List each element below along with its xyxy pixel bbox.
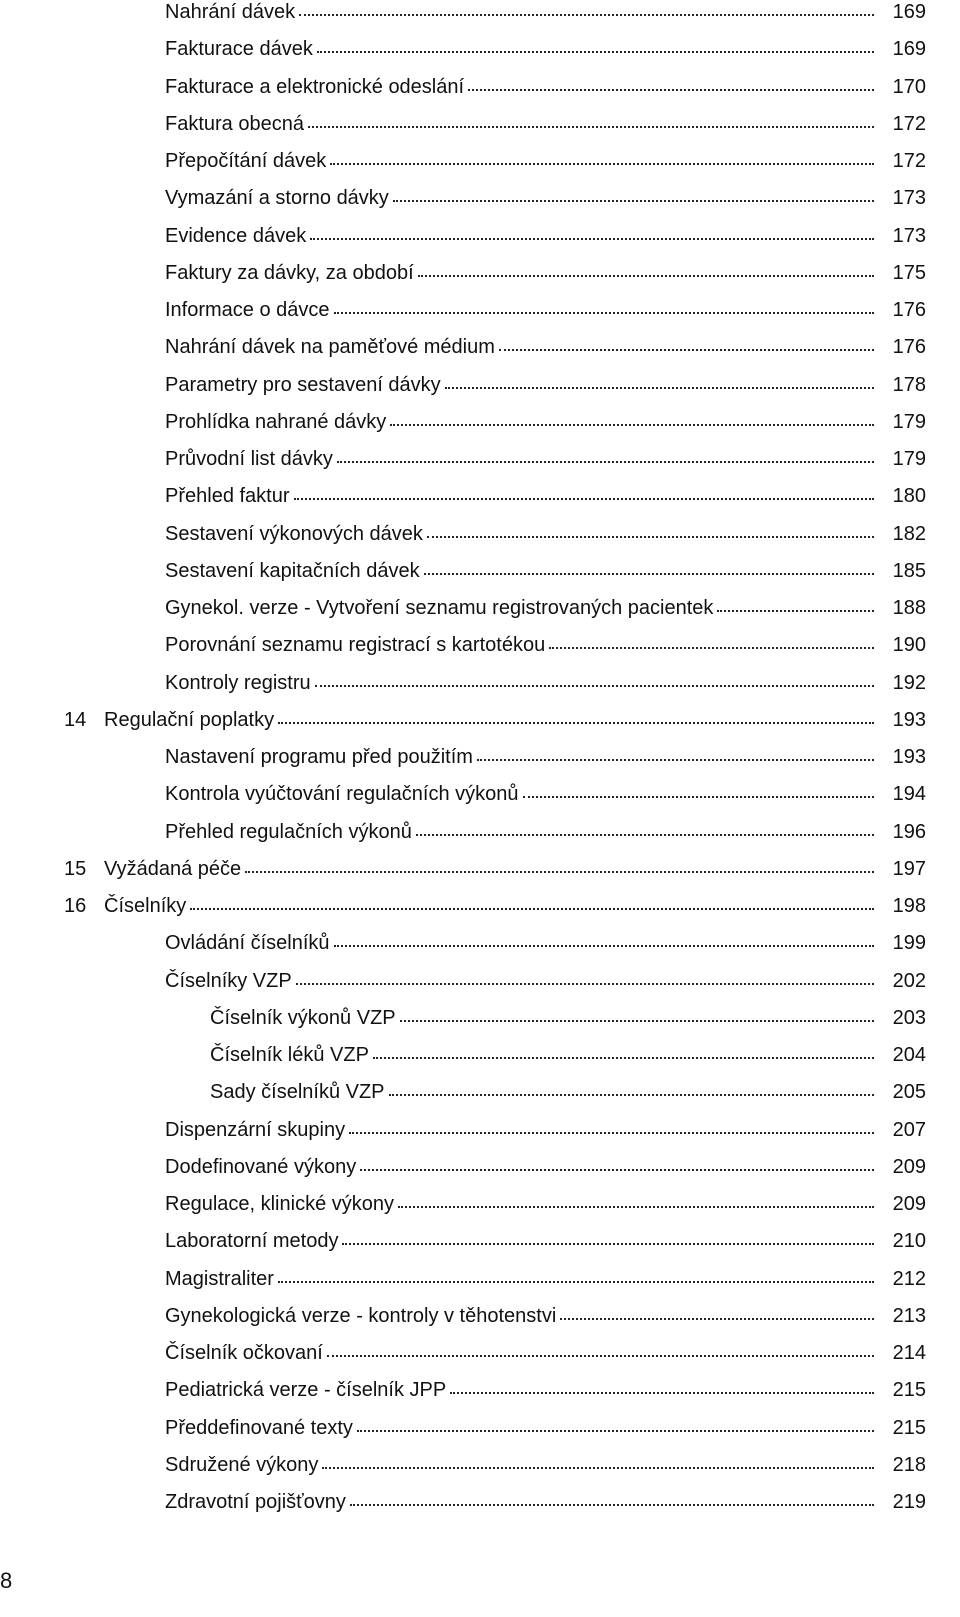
- toc-entry-title-wrap: [165, 630, 880, 660]
- toc-page-number: 172: [892, 112, 926, 135]
- toc-entry[interactable]: [0, 668, 960, 698]
- toc-page-number: 194: [892, 783, 926, 806]
- toc-entry-title: Faktura obecná: [165, 112, 304, 135]
- toc-entry-title: Kontroly registru: [165, 671, 311, 694]
- toc-page-number: 173: [892, 224, 926, 247]
- toc-entry[interactable]: [0, 1226, 960, 1256]
- toc-entry-title-wrap: [165, 1413, 880, 1443]
- toc-entry-title: Číselník léků VZP: [210, 1044, 369, 1066]
- dot-leader: [416, 816, 874, 836]
- dot-leader: [477, 741, 874, 761]
- toc-entry-title: Laboratorní metody: [165, 1230, 339, 1253]
- toc-entry[interactable]: [0, 779, 960, 809]
- toc-entry-title-wrap: [165, 928, 880, 958]
- toc-page-number: 197: [892, 857, 926, 880]
- toc-entry-title-wrap: [165, 183, 880, 213]
- toc-entry[interactable]: [0, 407, 960, 437]
- dot-leader: [337, 443, 874, 463]
- dot-leader: [245, 853, 874, 873]
- toc-entry-title: Číselníky: [104, 895, 187, 917]
- toc-entry-title-wrap: [165, 0, 880, 27]
- toc-entry[interactable]: [0, 519, 960, 549]
- toc-entry[interactable]: [0, 966, 960, 996]
- toc-entry[interactable]: [0, 1338, 960, 1368]
- toc-entry[interactable]: [0, 221, 960, 251]
- dot-leader: [389, 1076, 874, 1096]
- toc-entry[interactable]: [0, 817, 960, 847]
- toc-entry-title-wrap: [165, 109, 880, 139]
- dot-leader: [310, 220, 874, 240]
- toc-page-number: 179: [892, 410, 926, 433]
- dot-leader: [418, 257, 874, 277]
- toc-entry[interactable]: [0, 1152, 960, 1182]
- toc-entry-title: Pediatrická verze - číselník JPP: [165, 1379, 447, 1402]
- dot-leader: [317, 33, 874, 53]
- toc-entry[interactable]: [0, 1003, 960, 1033]
- toc-entry-title: Nahrání dávek na paměťové médium: [165, 336, 495, 359]
- toc-entry[interactable]: [0, 146, 960, 176]
- dot-leader: [560, 1300, 874, 1320]
- dot-leader: [315, 667, 874, 687]
- toc-entry-title-wrap: [165, 1487, 880, 1517]
- toc-entry[interactable]: [0, 1487, 960, 1517]
- toc-entry-title: Regulace, klinické výkony: [165, 1193, 394, 1215]
- toc-entry-title-wrap: [210, 1003, 880, 1033]
- toc-chapter-number: 15: [64, 857, 87, 880]
- toc-entry-title: Ovládání číselníků: [165, 932, 330, 955]
- toc-entry-title: Porovnání seznamu registrací s kartotékou: [165, 634, 546, 657]
- toc-entry-title: Parametry pro sestavení dávky: [165, 373, 441, 396]
- toc-entry-title: Nastavení programu před použitím: [165, 746, 473, 768]
- toc-entry-title-wrap: [165, 556, 880, 586]
- toc-entry-title-wrap: [165, 295, 880, 325]
- toc-entry-title-wrap: [165, 481, 880, 511]
- toc-entry-title-wrap: [165, 742, 880, 772]
- toc-page-number: 169: [892, 1, 926, 23]
- toc-page-number: 169: [892, 38, 926, 61]
- toc-entry-title-wrap: [165, 1226, 880, 1256]
- toc-entry[interactable]: [0, 481, 960, 511]
- dot-leader: [334, 927, 874, 947]
- toc-page-number: 204: [892, 1044, 926, 1066]
- toc-entry-title: Sady číselníků VZP: [210, 1081, 385, 1104]
- toc-chapter-entry[interactable]: [0, 705, 960, 735]
- dot-leader: [499, 331, 874, 351]
- toc-entry-title-wrap: [104, 891, 880, 921]
- toc-entry-title-wrap: [210, 1077, 880, 1107]
- dot-leader: [450, 1374, 874, 1394]
- toc-entry-title: Gynekol. verze - Vytvoření seznamu registrovaných pacientek: [165, 597, 714, 619]
- toc-entry[interactable]: [0, 34, 960, 64]
- toc-entry[interactable]: [0, 1115, 960, 1145]
- dot-leader: [349, 1114, 874, 1134]
- toc-entry-title-wrap: [165, 1301, 880, 1331]
- toc-entry[interactable]: [0, 370, 960, 400]
- toc-entry[interactable]: [0, 1077, 960, 1107]
- toc-page-number: 214: [892, 1342, 926, 1364]
- dot-leader: [357, 1412, 874, 1432]
- dot-leader: [398, 1188, 874, 1208]
- toc-entry[interactable]: [0, 1413, 960, 1443]
- toc-entry-title: Předdefinované texty: [165, 1416, 353, 1439]
- toc-entry-title-wrap: [165, 1375, 880, 1405]
- toc-entry-title: Dodefinované výkony: [165, 1155, 357, 1178]
- toc-chapter-number: 14: [64, 708, 87, 731]
- toc-entry-title: Informace o dávce: [165, 299, 330, 321]
- toc-entry[interactable]: [0, 1375, 960, 1405]
- toc-page-number: 203: [892, 1006, 926, 1029]
- dot-leader: [296, 965, 874, 985]
- toc-entry-title: Gynekologická verze - kontroly v těhotenstvi: [165, 1304, 557, 1327]
- dot-leader: [717, 592, 874, 612]
- toc-entry-title-wrap: [165, 817, 880, 847]
- toc-page-number: 179: [892, 448, 926, 470]
- toc-entry-title: Kontrola vyúčtování regulačních výkonů: [165, 783, 519, 806]
- toc-entry-title: Vymazání a storno dávky: [165, 187, 389, 210]
- dot-leader: [390, 406, 874, 426]
- toc-page-number: 176: [892, 336, 926, 359]
- toc-entry-title-wrap: [210, 1040, 880, 1070]
- page-number: 8: [0, 1568, 13, 1593]
- toc-page-number: 199: [892, 932, 926, 955]
- toc-entry[interactable]: [0, 556, 960, 586]
- dot-leader: [373, 1039, 874, 1059]
- toc-entry-title: Vyžádaná péče: [104, 857, 242, 880]
- toc-entry-title-wrap: [165, 444, 880, 474]
- dot-leader: [424, 555, 874, 575]
- dot-leader: [322, 1449, 874, 1469]
- dot-leader: [350, 1486, 874, 1506]
- toc-entry-title: Přehled faktur: [165, 485, 290, 508]
- toc-entry-title: Číselník očkovaní: [165, 1342, 323, 1364]
- toc-page-number: 219: [892, 1491, 926, 1513]
- toc-page-number: 210: [892, 1230, 926, 1253]
- toc-page-number: 196: [892, 820, 926, 843]
- toc-entry[interactable]: [0, 0, 960, 27]
- dot-leader: [523, 778, 874, 798]
- toc-entry[interactable]: [0, 1264, 960, 1294]
- toc-entry-title-wrap: [104, 705, 880, 735]
- toc-entry-title: Faktury za dávky, za období: [165, 261, 414, 284]
- toc-entry-title: Zdravotní pojišťovny: [165, 1491, 346, 1513]
- toc-entry-title-wrap: [165, 1450, 880, 1480]
- toc-entry-title-wrap: [165, 370, 880, 400]
- toc-chapter-entry[interactable]: [0, 854, 960, 884]
- toc-chapter-entry[interactable]: [0, 891, 960, 921]
- toc-entry-title-wrap: [165, 593, 880, 623]
- toc-entry-title-wrap: [165, 1264, 880, 1294]
- toc-entry-title: Sdružené výkony: [165, 1453, 319, 1476]
- toc-entry-title-wrap: [165, 966, 880, 996]
- toc-entry-title-wrap: [165, 1115, 880, 1145]
- dot-leader: [278, 704, 874, 724]
- dot-leader: [360, 1151, 874, 1171]
- toc-entry[interactable]: [0, 1040, 960, 1070]
- toc-page-number: 190: [892, 634, 926, 657]
- toc-entry-title-wrap: [165, 1152, 880, 1182]
- dot-leader: [445, 369, 874, 389]
- toc-page-number: 180: [892, 485, 926, 508]
- toc-page-number: 202: [892, 969, 926, 992]
- toc-entry-title: Přehled regulačních výkonů: [165, 820, 412, 843]
- toc-page-number: 215: [892, 1416, 926, 1439]
- toc-page-number: 176: [892, 299, 926, 321]
- dot-leader: [468, 71, 874, 91]
- toc-entry-title-wrap: [104, 854, 880, 884]
- toc-entry-title-wrap: [165, 1338, 880, 1368]
- toc-entry-title: Číselník výkonů VZP: [210, 1006, 396, 1029]
- toc-entry[interactable]: [0, 109, 960, 139]
- dot-leader: [549, 629, 874, 649]
- toc-entry[interactable]: [0, 742, 960, 772]
- dot-leader: [330, 145, 874, 165]
- toc-entry[interactable]: [0, 258, 960, 288]
- toc-page-number: 215: [892, 1379, 926, 1402]
- toc-entry-title-wrap: [165, 221, 880, 251]
- toc-entry-title-wrap: [165, 779, 880, 809]
- toc-entry-title: Sestavení výkonových dávek: [165, 522, 423, 545]
- toc-page-number: 172: [892, 150, 926, 172]
- toc-entry-title: Průvodní list dávky: [165, 448, 333, 470]
- toc-chapter-number: 16: [64, 895, 87, 917]
- toc-page-number: 175: [892, 261, 926, 284]
- dot-leader: [308, 108, 874, 128]
- dot-leader: [427, 518, 874, 538]
- toc-entry-title-wrap: [165, 34, 880, 64]
- toc-entry-title: Fakturace a elektronické odeslání: [165, 75, 465, 98]
- toc-page-number: 193: [892, 708, 926, 731]
- toc-page-number: 178: [892, 373, 926, 396]
- toc-page-number: 209: [892, 1193, 926, 1215]
- toc-entry-title: Číselníky VZP: [165, 969, 292, 992]
- toc-entry-title-wrap: [165, 1189, 880, 1219]
- toc-entry-title-wrap: [165, 332, 880, 362]
- toc-page-number: 193: [892, 746, 926, 768]
- dot-leader: [294, 480, 874, 500]
- dot-leader: [334, 294, 874, 314]
- toc-page-number: 212: [892, 1267, 926, 1290]
- toc-entry-title-wrap: [165, 258, 880, 288]
- toc-entry[interactable]: [0, 295, 960, 325]
- dot-leader: [400, 1002, 874, 1022]
- toc-page-number: 173: [892, 187, 926, 210]
- toc-page-number: 188: [892, 597, 926, 619]
- toc-page-number: 209: [892, 1155, 926, 1178]
- toc-entry-title: Fakturace dávek: [165, 38, 313, 61]
- toc-entry[interactable]: [0, 630, 960, 660]
- dot-leader: [278, 1263, 874, 1283]
- toc-entry-title: Evidence dávek: [165, 224, 307, 247]
- toc-entry-title-wrap: [165, 72, 880, 102]
- toc-entry-title-wrap: [165, 519, 880, 549]
- toc-entry[interactable]: [0, 72, 960, 102]
- toc-entry-title: Přepočítání dávek: [165, 150, 327, 172]
- toc-page-number: 207: [892, 1118, 926, 1141]
- toc-entry[interactable]: [0, 1450, 960, 1480]
- toc-entry-title: Regulační poplatky: [104, 708, 275, 731]
- dot-leader: [342, 1225, 874, 1245]
- toc-page-number: 192: [892, 671, 926, 694]
- dot-leader: [327, 1337, 874, 1357]
- toc-page-number: 182: [892, 522, 926, 545]
- toc-entry-title: Dispenzární skupiny: [165, 1118, 346, 1141]
- toc-entry-title-wrap: [165, 146, 880, 176]
- dot-leader: [299, 0, 874, 16]
- toc-entry[interactable]: [0, 1301, 960, 1331]
- toc-entry-title: Nahrání dávek: [165, 1, 296, 23]
- toc-entry[interactable]: [0, 928, 960, 958]
- toc-page-number: 198: [892, 895, 926, 917]
- toc-entry[interactable]: [0, 183, 960, 213]
- toc-entry[interactable]: [0, 332, 960, 362]
- toc-entry[interactable]: [0, 1189, 960, 1219]
- toc-entry-title: Magistraliter: [165, 1267, 274, 1290]
- toc-entry-title: Sestavení kapitačních dávek: [165, 559, 420, 582]
- toc-page-number: 218: [892, 1453, 926, 1476]
- toc-page-number: 205: [892, 1081, 926, 1104]
- toc-entry-title-wrap: [165, 668, 880, 698]
- toc-entry[interactable]: [0, 444, 960, 474]
- dot-leader: [393, 182, 874, 202]
- dot-leader: [190, 890, 874, 910]
- toc-entry-title-wrap: [165, 407, 880, 437]
- toc-entry[interactable]: [0, 593, 960, 623]
- toc-page-number: 185: [892, 559, 926, 582]
- toc-page-number: 213: [892, 1304, 926, 1327]
- toc-entry-title: Prohlídka nahrané dávky: [165, 410, 387, 433]
- toc-page-number: 170: [892, 75, 926, 98]
